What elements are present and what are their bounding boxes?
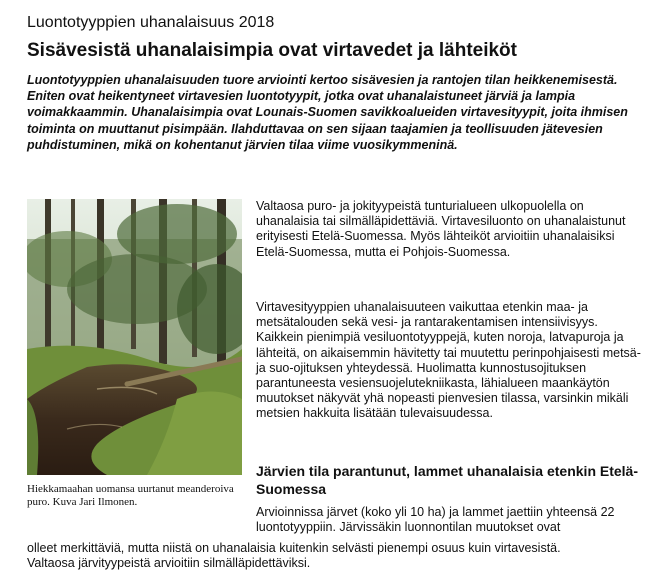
lead-paragraph: Luontotyyppien uhanalaisuuden tuore arviointi kertoo sisävesien ja rantojen tilan heikkenemisestä. Eniten ovat heikentyneet virtavesien luontotyypit, jotka ovat uhanalaistuneet järviä ja lampia voimakkaammin. Uhanalaisimpia ovat Lounais-Suomen savikkoalueiden virtavesityypit, joita ihmisen toiminta on muuttanut pisimpään. Ilahduttavaa on sen sijaan taajamien ja teollisuuden jätevesien puhdistuminen, mikä on kohentanut järvien tilaa viime vuosikymmeninä. <box>27 73 628 152</box>
series-title: Luontotyyppien uhanalaisuus 2018 <box>27 14 275 31</box>
body-paragraph-3: Arvioinnissa järvet (koko yli 10 ha) ja lammet jaettiin yhteensä 22 luontotyyppiin. Järvissäkin luonnontilan muutokset ovat <box>256 505 615 535</box>
article-headline: Sisävesistä uhanalaisimpia ovat virtavedet ja lähteiköt <box>27 40 517 61</box>
body-paragraph-2: Virtavesityyppien uhanalaisuuteen vaikuttaa etenkin maa- ja metsätalouden sekä vesi- ja rantarakentamisen intensiivisyys. Kaikkein pienimpiä vesiluontotyyppejä, kuten noroja, latvapuroja ja lähteitä, on aikaisemmin hävitetty tai muutettu perinpohjaisesti metsä- ja suo-ojituksen yhteydessä. Huolimatta kunnostusojituksen parantuneesta vesiensuojelutekniikasta, lähialueen maankäytön muutokset näkyvät yhä nopeasti pienvesien tilassa, varsinkin mikäli metsien hakkuita lisätään tulevaisuudessa. <box>256 300 641 421</box>
photo-caption: Hiekkamaahan uomansa uurtanut meanderoiva puro. Kuva Jari Ilmonen. <box>27 483 234 508</box>
body-paragraph-1: Valtaosa puro- ja jokityypeistä tunturialueen ulkopuolella on uhanalaisia tai silmälläpidettäviä. Virtavesiluonto on uhanalaistunut erityisesti Etelä-Suomessa. Myös lähteiköt arvioitiin uhanalaisiksi Etelä-Suomessa, mutta ei Pohjois-Suomessa. <box>256 199 626 259</box>
section-subheading: Järvien tila parantunut, lammet uhanalaisia etenkin Etelä-Suomessa <box>256 463 639 497</box>
body-paragraph-4: Valtaosa järvityypeistä arvioitiin silmälläpidettäviksi. <box>27 556 311 570</box>
stream-photo-illustration <box>27 199 242 475</box>
body-paragraph-3-continued: olleet merkittäviä, mutta niistä on uhanalaisia kuitenkin selvästi pienempi osuus kuin virtavesistä. <box>27 541 561 555</box>
stream-photo <box>27 199 242 475</box>
